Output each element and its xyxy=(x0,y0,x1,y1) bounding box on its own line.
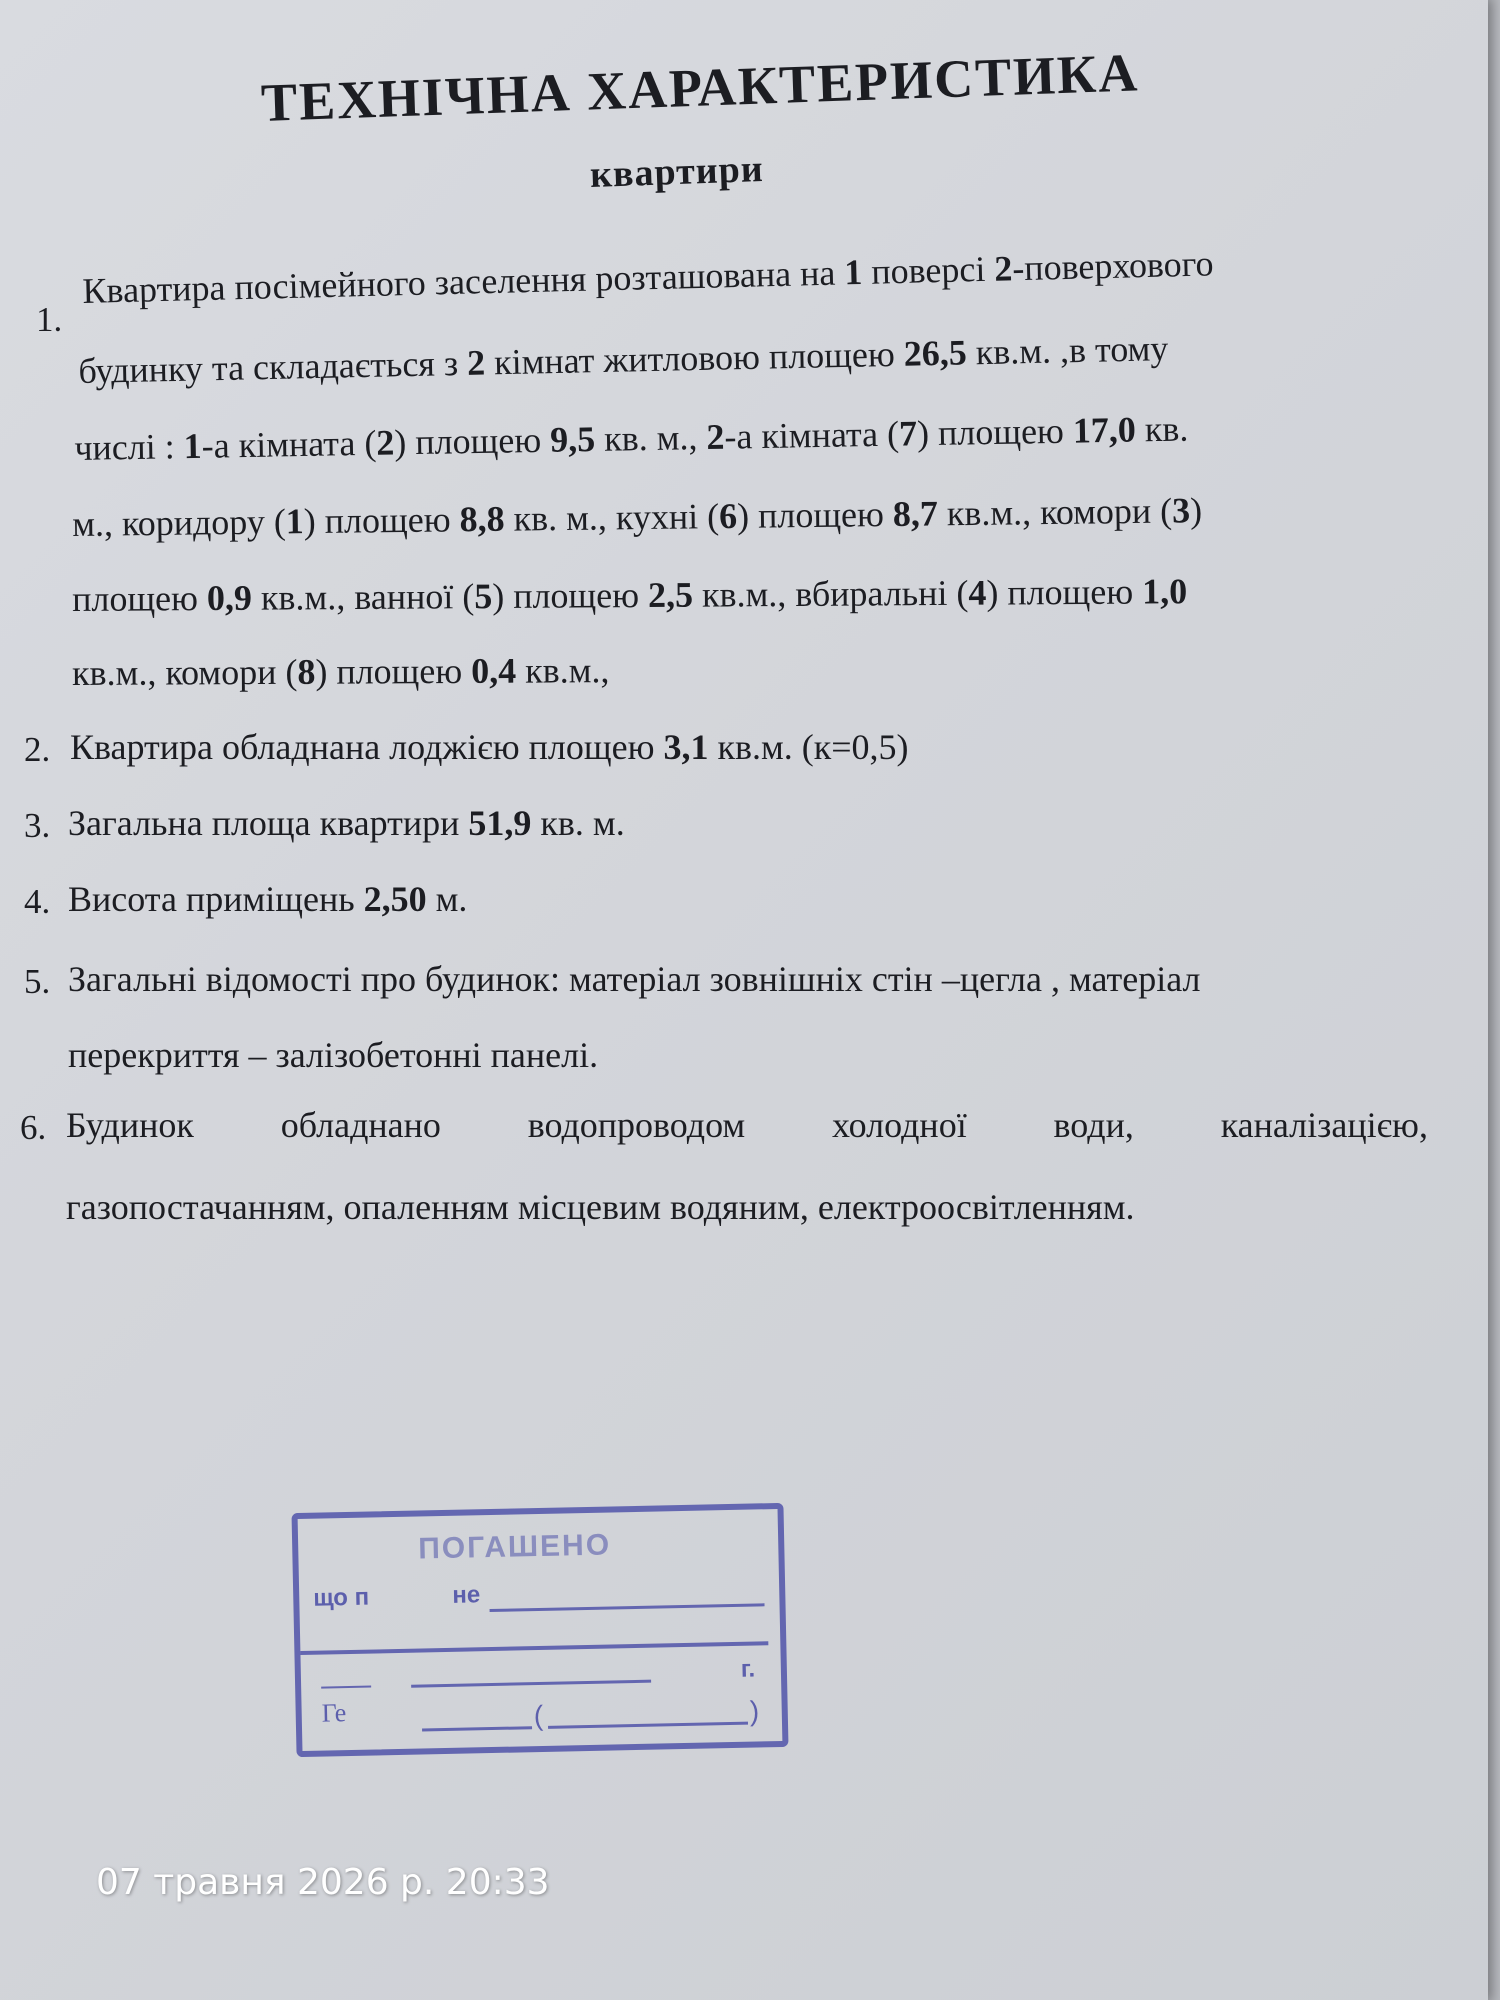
item-6-line-1: Будинок обладнано водопроводом холодної води, каналізацією, xyxy=(66,1105,1428,1145)
stamp-line-short xyxy=(321,1686,371,1689)
item-2-number: 2. xyxy=(24,730,51,769)
item-1-line-3: числі : 1-а кімната (2) площею 9,5 кв. м., 2-а кімната (7) площею 17,0 кв. xyxy=(74,408,1189,468)
item-5-line-1: Загальні відомості про будинок: матеріал зовнішніх стін –цегла , матеріал xyxy=(68,959,1201,999)
item-6-number: 6. xyxy=(20,1108,47,1147)
item-4-text: Висота приміщень 2,50 м. xyxy=(68,879,468,919)
document-title: ТЕХНІЧНА ХАРАКТЕРИСТИКА xyxy=(260,42,1141,133)
stamp-title: ПОГАШЕНО xyxy=(417,1528,612,1566)
document-subtitle: квартири xyxy=(589,147,765,197)
item-5-line-2: перекриття – залізобетонні панелі. xyxy=(68,1035,599,1075)
item-1-line-6: кв.м., комори (8) площею 0,4 кв.м., xyxy=(72,650,610,693)
stamp-year: г. xyxy=(740,1655,756,1683)
item-3-number: 3. xyxy=(24,806,51,845)
item-1-line-1: Квартира посімейного заселення розташована на 1 поверсі 2-поверхового xyxy=(82,243,1214,311)
item-2-text: Квартира обладнана лоджією площею 3,1 кв.м. (к=0,5) xyxy=(70,727,909,767)
item-5-number: 5. xyxy=(24,962,51,1001)
stamp-row-label: що п не xyxy=(313,1581,481,1612)
cancellation-stamp xyxy=(291,1503,788,1757)
stamp-brace-close: ) xyxy=(749,1695,760,1727)
stamp-divider xyxy=(300,1641,768,1655)
item-1-line-5: площею 0,9 кв.м., ванної (5) площею 2,5 кв.м., вбиральні (4) площею 1,0 xyxy=(72,571,1188,619)
paper-edge xyxy=(1488,0,1500,2000)
stamp-ge: Ге xyxy=(321,1698,347,1728)
stamp-brace-open: ( xyxy=(533,1699,544,1732)
item-1-line-2: будинку та складається з 2 кімнат житловою площею 26,5 кв.м. ,в тому xyxy=(78,328,1169,391)
stamp-line-4 xyxy=(548,1722,748,1729)
item-1-number: 1. xyxy=(36,300,63,339)
stamp-line-1 xyxy=(490,1603,765,1612)
item-1-line-4: м., коридору (1) площею 8,8 кв. м., кухні (6) площею 8,7 кв.м., комори (3) xyxy=(72,490,1203,544)
item-6-line-2: газопостачанням, опаленням місцевим водяним, електроосвітленням. xyxy=(66,1187,1135,1227)
stamp-line-2 xyxy=(411,1680,651,1688)
photo-timestamp: 07 травня 2026 р. 20:33 xyxy=(96,1862,550,1903)
stamp-line-3 xyxy=(422,1726,532,1731)
item-3-text: Загальна площа квартири 51,9 кв. м. xyxy=(68,803,625,843)
item-4-number: 4. xyxy=(24,882,51,921)
